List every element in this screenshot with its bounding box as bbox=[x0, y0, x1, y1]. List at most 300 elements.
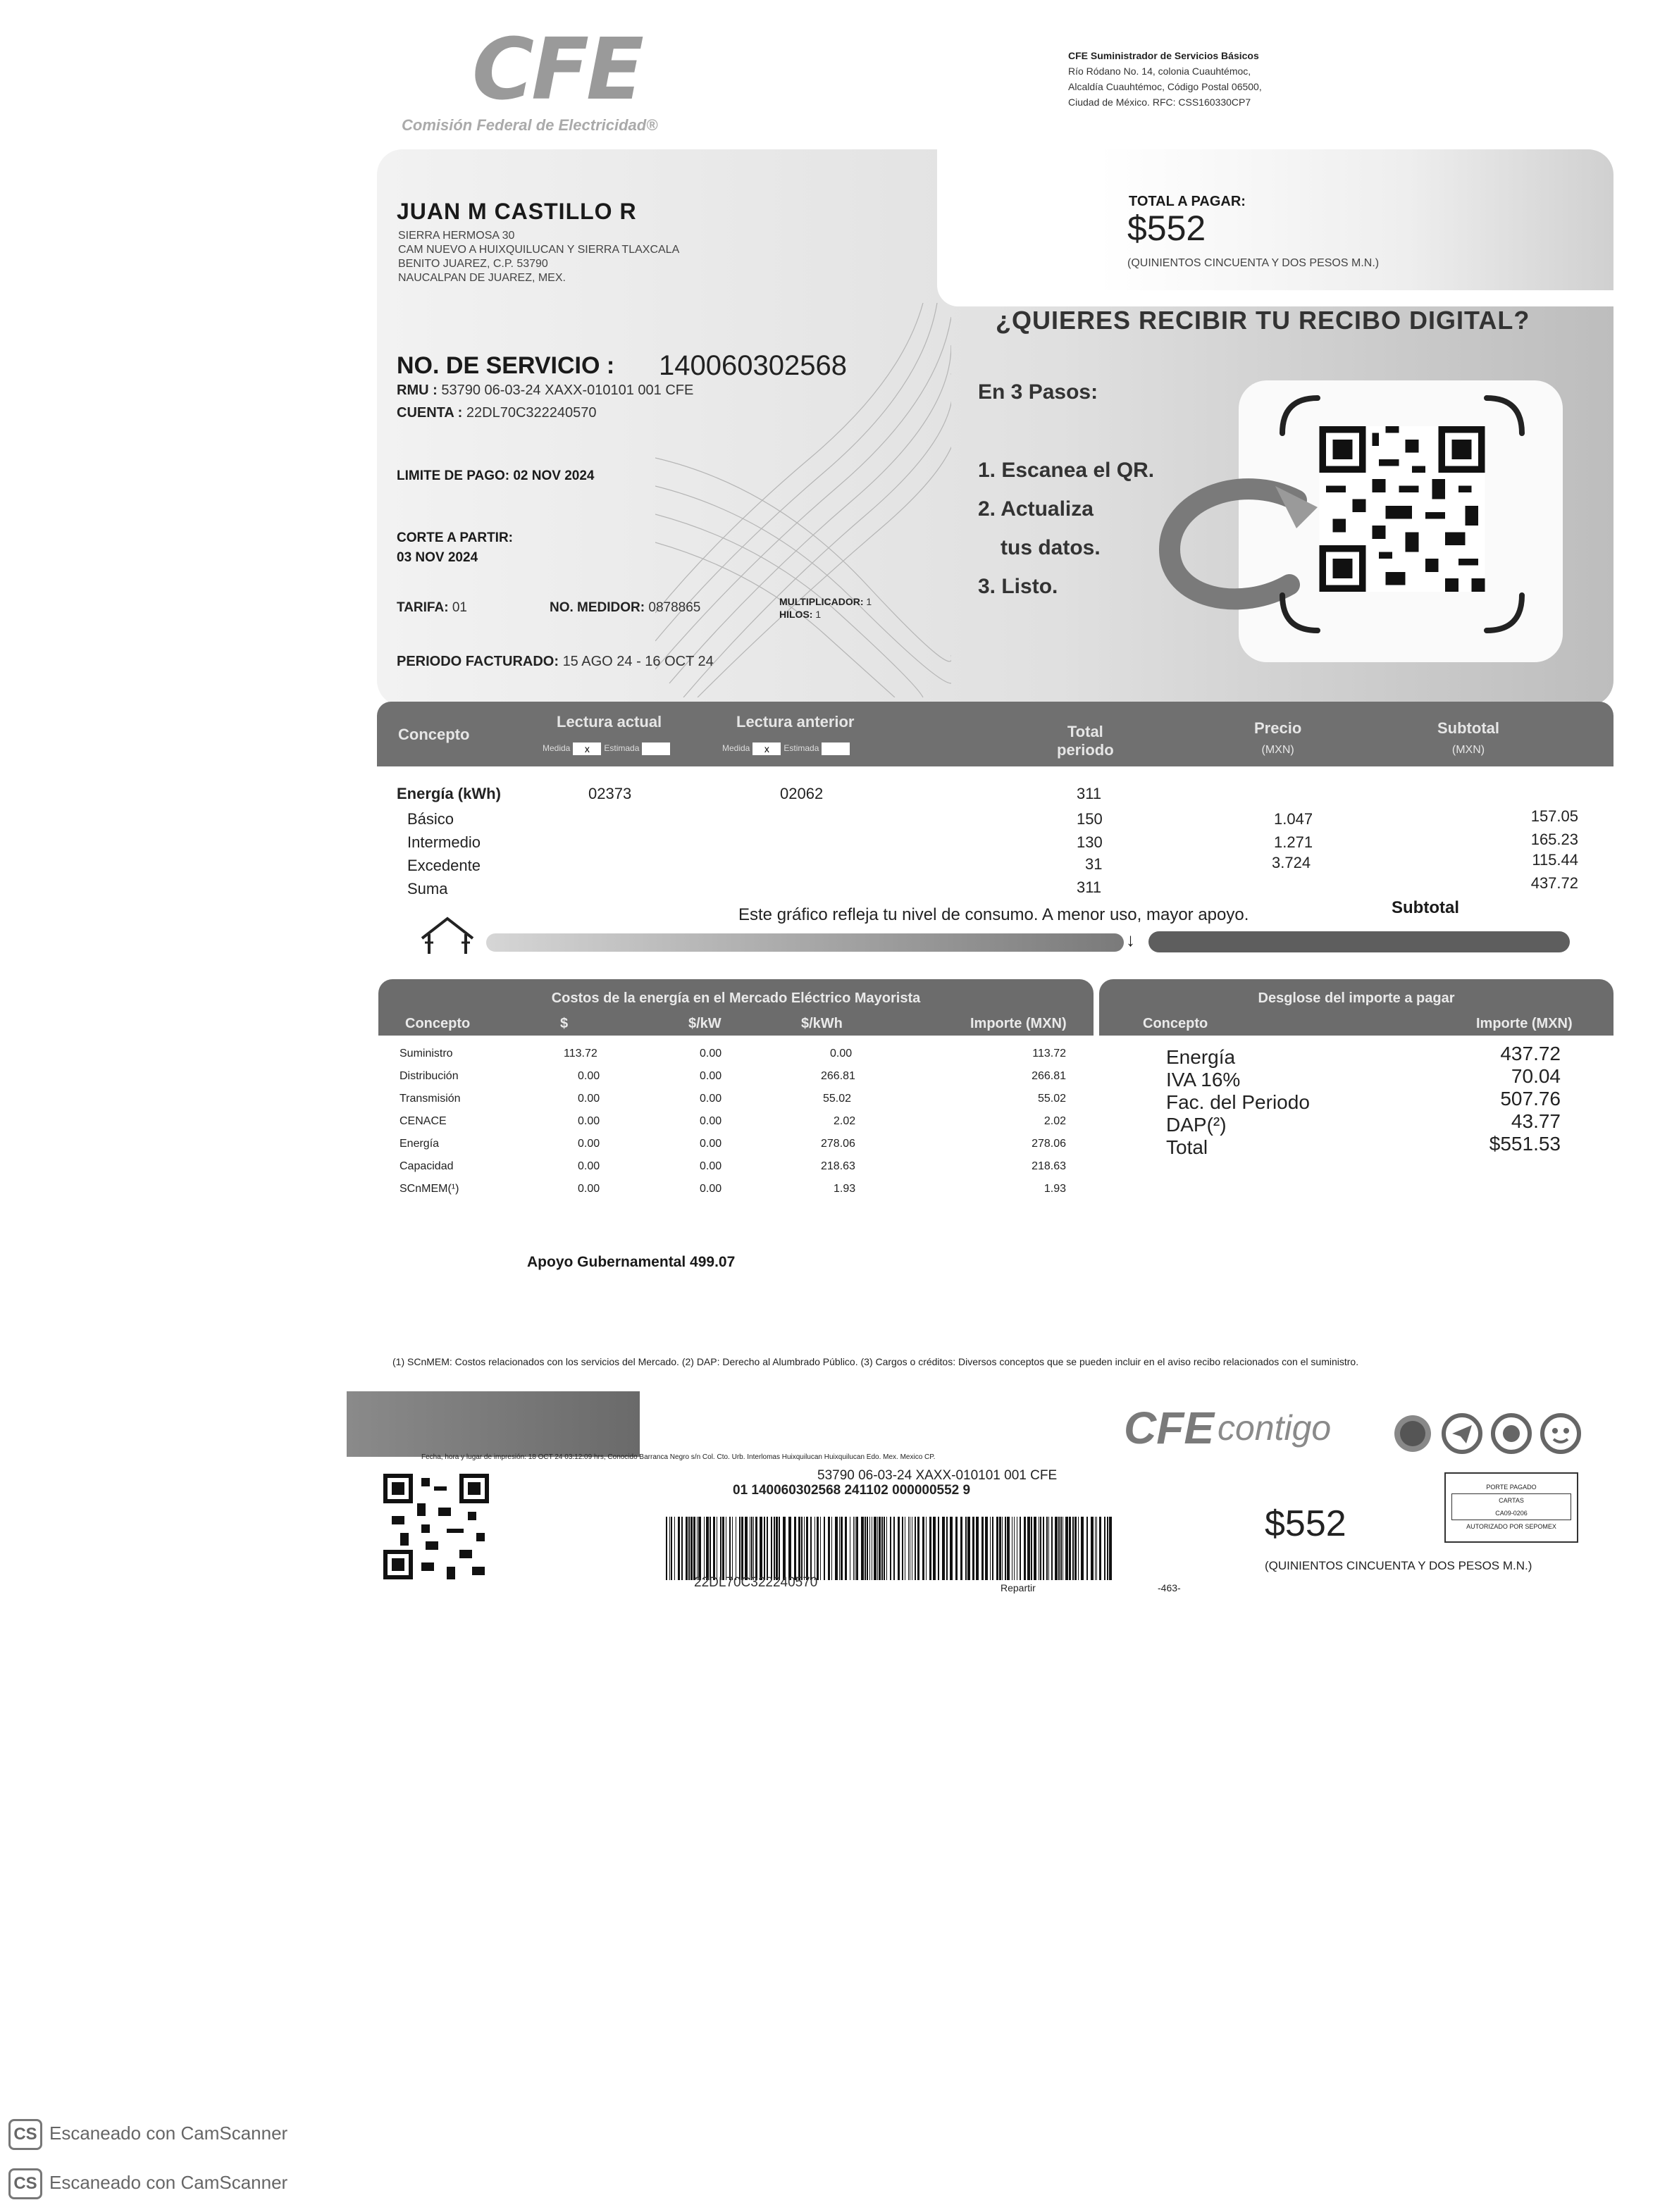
barcode-bar bbox=[1027, 1517, 1030, 1580]
mem-importe: 2.02 bbox=[1043, 1115, 1066, 1127]
step-2-cont: tus datos. bbox=[1001, 536, 1101, 559]
row-total: 311 bbox=[1077, 878, 1102, 896]
barcode-bar bbox=[960, 1517, 962, 1580]
col-lectura-anterior: Lectura anterior bbox=[736, 713, 855, 731]
barcode-bar bbox=[713, 1517, 715, 1580]
customer-address bbox=[398, 229, 679, 285]
row-concepto: Básico bbox=[407, 810, 454, 828]
barcode-bar bbox=[804, 1517, 805, 1580]
steps-list bbox=[978, 451, 1154, 606]
barcode-bar bbox=[678, 1517, 680, 1580]
barcode-bar bbox=[890, 1517, 891, 1580]
barcode-bar bbox=[1065, 1517, 1068, 1580]
barcode-bar bbox=[1058, 1517, 1060, 1580]
barcode-bar bbox=[1024, 1517, 1026, 1580]
barcode-number: 01 140060302568 241102 000000552 9 bbox=[733, 1483, 971, 1498]
medida-label: Medida bbox=[722, 743, 750, 754]
barcode-bar bbox=[767, 1517, 768, 1580]
multiplier-block bbox=[779, 595, 872, 621]
barcode-bar bbox=[681, 1517, 683, 1580]
col-precio-label: Precio bbox=[1254, 719, 1302, 737]
col-concepto: Concepto bbox=[398, 726, 470, 743]
barcode-bar bbox=[1014, 1517, 1015, 1580]
account-line bbox=[397, 405, 597, 421]
barcode-bar bbox=[917, 1517, 919, 1580]
barcode-bar bbox=[972, 1517, 974, 1580]
mem-kwh: 218.63 bbox=[821, 1160, 855, 1172]
row-total: 150 bbox=[1077, 810, 1103, 828]
multiplier-label: MULTIPLICADOR: bbox=[779, 596, 864, 607]
wires-label: HILOS: bbox=[779, 609, 813, 620]
address-line: CAM NUEVO A HUIXQUILUCAN Y SIERRA TLAXCALA bbox=[398, 244, 680, 256]
medida-label: Medida bbox=[543, 743, 571, 754]
mem-concepto: SCnMEM(¹) bbox=[399, 1183, 459, 1195]
camscanner-text: Escaneado con CamScanner bbox=[49, 2122, 288, 2144]
barcode-bar bbox=[710, 1517, 711, 1580]
multiplier-value: 1 bbox=[866, 596, 872, 607]
barcode-bar bbox=[1048, 1517, 1049, 1580]
barcode-bar bbox=[794, 1517, 796, 1580]
mem-importe: 113.72 bbox=[1032, 1048, 1066, 1060]
barcode-bar bbox=[922, 1517, 924, 1580]
barcode-bar bbox=[798, 1517, 800, 1580]
barcode-bar bbox=[1107, 1517, 1108, 1580]
barcode-bar bbox=[814, 1517, 815, 1580]
barcode-bar bbox=[884, 1517, 885, 1580]
barcode-bar bbox=[839, 1517, 840, 1580]
barcode-bar bbox=[755, 1517, 757, 1580]
mem-col-dollar: $ bbox=[560, 1016, 569, 1031]
rmu-label: RMU : bbox=[397, 383, 438, 398]
barcode-bar bbox=[741, 1517, 743, 1580]
address-line: NAUCALPAN DE JUAREZ, MEX. bbox=[398, 272, 566, 284]
barcode-bar bbox=[835, 1517, 838, 1580]
row-subtotal: 165.23 bbox=[1530, 831, 1578, 848]
rmu-line bbox=[397, 383, 693, 399]
consumption-level-bar bbox=[486, 933, 1124, 952]
barcode-bar bbox=[828, 1517, 830, 1580]
barcode-bar bbox=[760, 1517, 762, 1580]
step-2: 2. Actualiza bbox=[978, 497, 1094, 521]
barcode-bar bbox=[1091, 1517, 1094, 1580]
total-words: (QUINIENTOS CINCUENTA Y DOS PESOS M.N.) bbox=[1127, 257, 1380, 269]
barcode-bar bbox=[950, 1517, 953, 1580]
consumption-table-header bbox=[377, 702, 1613, 766]
medida-estimada-current bbox=[543, 742, 673, 755]
barcode-bar bbox=[779, 1517, 780, 1580]
cfe-logo-subtitle: Comisión Federal de Electricidad® bbox=[402, 116, 658, 134]
total-label: TOTAL A PAGAR: bbox=[1129, 194, 1246, 209]
step-1: 1. Escanea el QR. bbox=[978, 459, 1155, 482]
arrow-down-icon: ↓ bbox=[1126, 929, 1135, 950]
barcode-bar bbox=[861, 1517, 864, 1580]
consumption-graph-note: Este gráfico refleja tu nivel de consumo. A menor uso, mayor apoyo. bbox=[738, 905, 1249, 924]
barcode-bar bbox=[877, 1517, 878, 1580]
row-subtotal: 157.05 bbox=[1530, 807, 1578, 825]
col-lectura-actual: Lectura actual bbox=[557, 713, 662, 731]
barcode-bar bbox=[1051, 1517, 1053, 1580]
stub-amount-words: (QUINIENTOS CINCUENTA Y DOS PESOS M.N.) bbox=[1265, 1559, 1532, 1572]
barcode-bar bbox=[771, 1517, 772, 1580]
barcode-bar bbox=[893, 1517, 895, 1580]
mem-concepto: CENACE bbox=[399, 1115, 447, 1127]
medida-estimada-previous bbox=[722, 742, 853, 755]
barcode-bar bbox=[704, 1517, 705, 1580]
col-subtotal-unit: (MXN) bbox=[1451, 744, 1485, 756]
porte-inner bbox=[1451, 1493, 1571, 1520]
barcode-bar bbox=[1046, 1517, 1048, 1580]
barcode-bar bbox=[874, 1517, 877, 1580]
table-row bbox=[399, 1183, 459, 1205]
estimada-label: Estimada bbox=[783, 743, 819, 754]
barcode-bar bbox=[967, 1517, 970, 1580]
table-row bbox=[399, 1048, 453, 1070]
barcode-bar bbox=[831, 1517, 832, 1580]
mem-kw: 0.00 bbox=[700, 1138, 722, 1150]
table-row bbox=[399, 1115, 447, 1138]
barcode-bar bbox=[764, 1517, 765, 1580]
energy-label: Energía (kWh) bbox=[397, 785, 501, 802]
repartir-label: Repartir bbox=[1001, 1582, 1036, 1593]
government-support: Apoyo Gubernamental 499.07 bbox=[527, 1254, 736, 1270]
barcode-bar bbox=[688, 1517, 690, 1580]
mem-kw: 0.00 bbox=[700, 1070, 722, 1082]
barcode-bar bbox=[824, 1517, 825, 1580]
cfe-contigo-logo: CFE bbox=[1124, 1403, 1214, 1453]
stub-rmu: 53790 06-03-24 XAXX-010101 001 CFE bbox=[817, 1468, 1058, 1483]
total-amount: $552 bbox=[1127, 209, 1206, 248]
mem-table-title: Costos de la energía en el Mercado Eléctrico Mayorista bbox=[551, 990, 921, 1006]
barcode-bar bbox=[929, 1517, 931, 1580]
cfe-logo: CFE bbox=[472, 21, 642, 119]
barcode-bar bbox=[817, 1517, 819, 1580]
barcode-bar bbox=[729, 1517, 731, 1580]
postage-paid-box bbox=[1444, 1472, 1578, 1543]
barcode-bar bbox=[810, 1517, 812, 1580]
barcode-bar bbox=[720, 1517, 721, 1580]
barcode-bar bbox=[1086, 1517, 1088, 1580]
issuer-line3: Ciudad de México. RFC: CSS160330CP7 bbox=[1068, 97, 1251, 108]
barcode-bar bbox=[869, 1517, 870, 1580]
camscanner-watermark bbox=[8, 2168, 287, 2199]
mem-kwh: 278.06 bbox=[821, 1138, 855, 1150]
mem-importe: 1.93 bbox=[1043, 1183, 1066, 1195]
house-icon bbox=[419, 914, 476, 957]
mem-importe: 278.06 bbox=[1032, 1138, 1066, 1150]
porte-line4: AUTORIZADO POR SEPOMEX bbox=[1466, 1523, 1556, 1530]
camscanner-icon: CS bbox=[8, 2168, 42, 2199]
col-periodo-label: periodo bbox=[1057, 741, 1114, 759]
barcode-bar bbox=[1002, 1517, 1003, 1580]
mem-dollar: 0.00 bbox=[578, 1115, 600, 1127]
payment-barcode bbox=[666, 1517, 1117, 1580]
barcode-bar bbox=[1099, 1517, 1101, 1580]
mem-kwh: 55.02 bbox=[823, 1093, 852, 1105]
mem-table-header bbox=[378, 979, 1094, 1036]
row-precio: 1.047 bbox=[1274, 810, 1313, 828]
issuer-block bbox=[1068, 48, 1262, 110]
billing-period-value: 15 AGO 24 - 16 OCT 24 bbox=[562, 654, 714, 669]
barcode-bar bbox=[990, 1517, 991, 1580]
row-precio: 3.724 bbox=[1272, 854, 1311, 871]
barcode-bar bbox=[693, 1517, 695, 1580]
checkbox-medida: x bbox=[752, 742, 781, 755]
breakdown-importe: 70.04 bbox=[1511, 1065, 1561, 1087]
breakdown-importe: 437.72 bbox=[1500, 1043, 1561, 1064]
barcode-bar bbox=[706, 1517, 709, 1580]
issuer-line2: Alcaldía Cuauhtémoc, Código Postal 06500, bbox=[1068, 81, 1262, 92]
telegram-icon[interactable] bbox=[1444, 1415, 1480, 1452]
barcode-bar bbox=[1034, 1517, 1036, 1580]
row-concepto: Intermedio bbox=[407, 833, 481, 851]
barcode-bar bbox=[751, 1517, 752, 1580]
total-kwh: 311 bbox=[1077, 785, 1102, 802]
col-precio-unit: (MXN) bbox=[1261, 744, 1294, 756]
barcode-bar bbox=[1081, 1517, 1084, 1580]
previous-reading: 02062 bbox=[780, 785, 824, 802]
barcode-bar bbox=[865, 1517, 866, 1580]
table-row bbox=[399, 1138, 439, 1160]
mem-dollar: 0.00 bbox=[578, 1138, 600, 1150]
account-value: 22DL70C322240570 bbox=[466, 405, 597, 421]
stub-gray-block bbox=[347, 1391, 640, 1457]
row-subtotal: 437.72 bbox=[1530, 874, 1578, 892]
mem-kw: 0.00 bbox=[700, 1093, 722, 1105]
checkbox-estimada bbox=[822, 742, 850, 755]
barcode-bar bbox=[1031, 1517, 1032, 1580]
table-row bbox=[399, 1093, 461, 1115]
camscanner-watermark bbox=[8, 2119, 287, 2150]
wires-value: 1 bbox=[815, 609, 822, 620]
breakdown-concepto: Fac. del Periodo bbox=[1166, 1091, 1310, 1113]
service-number: 140060302568 bbox=[659, 350, 847, 381]
table-row bbox=[399, 1160, 454, 1183]
barcode-bar bbox=[1043, 1517, 1044, 1580]
barcode-bar bbox=[981, 1517, 984, 1580]
route-code: -463- bbox=[1158, 1582, 1181, 1593]
stub-amount: $552 bbox=[1265, 1503, 1346, 1544]
barcode-bar bbox=[1109, 1517, 1112, 1580]
tariff bbox=[397, 600, 467, 616]
cutoff-block bbox=[397, 528, 513, 568]
mem-kw: 0.00 bbox=[700, 1115, 722, 1127]
col-subtotal bbox=[1437, 719, 1499, 760]
mem-dollar: 113.72 bbox=[564, 1048, 597, 1060]
camscanner-icon: CS bbox=[8, 2119, 42, 2150]
barcode-bar bbox=[938, 1517, 939, 1580]
chat-icon[interactable] bbox=[1542, 1415, 1579, 1452]
mem-kwh: 0.00 bbox=[830, 1048, 853, 1060]
barcode-bar bbox=[1060, 1517, 1062, 1580]
barcode-bar bbox=[1074, 1517, 1077, 1580]
barcode-bar bbox=[908, 1517, 909, 1580]
barcode-bar bbox=[856, 1517, 858, 1580]
row-total: 31 bbox=[1085, 855, 1103, 873]
row-total: 130 bbox=[1077, 833, 1103, 851]
barcode-bar bbox=[926, 1517, 927, 1580]
barcode-bar bbox=[976, 1517, 979, 1580]
barcode-bar bbox=[783, 1517, 786, 1580]
app-071-icon[interactable] bbox=[1394, 1415, 1431, 1452]
breakdown-importe: 43.77 bbox=[1511, 1110, 1561, 1132]
breakdown-title: Desglose del importe a pagar bbox=[1258, 990, 1455, 1006]
barcode-bar bbox=[722, 1517, 724, 1580]
row-precio: 1.271 bbox=[1274, 833, 1313, 851]
tariff-value: 01 bbox=[452, 600, 467, 615]
barcode-bar bbox=[774, 1517, 775, 1580]
mem-col-kwh: $/kWh bbox=[801, 1016, 843, 1031]
mem-kwh: 266.81 bbox=[821, 1070, 855, 1082]
breakdown-importe: 507.76 bbox=[1500, 1088, 1561, 1110]
mem-concepto: Energía bbox=[399, 1138, 440, 1150]
barcode-bar bbox=[992, 1517, 993, 1580]
consumption-level-bar-high bbox=[1148, 931, 1570, 952]
barcode-bar bbox=[1078, 1517, 1079, 1580]
mem-dollar: 0.00 bbox=[578, 1160, 600, 1172]
meter-label: NO. MEDIDOR: bbox=[550, 600, 645, 615]
barcode-bar bbox=[841, 1517, 843, 1580]
barcode-bar bbox=[776, 1517, 778, 1580]
estimada-label: Estimada bbox=[604, 743, 640, 754]
barcode-bar bbox=[698, 1517, 701, 1580]
address-line: SIERRA HERMOSA 30 bbox=[398, 230, 515, 242]
barcode-bar bbox=[1007, 1517, 1010, 1580]
checkbox-estimada bbox=[642, 742, 670, 755]
barcode-bar bbox=[1072, 1517, 1074, 1580]
checkbox-medida: x bbox=[573, 742, 601, 755]
stub-qr-code-icon[interactable] bbox=[383, 1474, 490, 1579]
barcode-bar bbox=[806, 1517, 808, 1580]
meter-value: 0878865 bbox=[648, 600, 701, 615]
current-reading: 02373 bbox=[588, 785, 632, 802]
mem-col-concepto: Concepto bbox=[405, 1016, 471, 1031]
barcode-bar bbox=[732, 1517, 733, 1580]
mem-kw: 0.00 bbox=[700, 1183, 722, 1195]
porte-line3: CA09-0206 bbox=[1495, 1510, 1528, 1517]
barcode-bar bbox=[879, 1517, 881, 1580]
barcode-bar bbox=[955, 1517, 958, 1580]
billing-period bbox=[397, 654, 714, 670]
mem-importe: 266.81 bbox=[1032, 1070, 1066, 1082]
whatsapp-icon[interactable] bbox=[1493, 1415, 1530, 1452]
barcode-bar bbox=[985, 1517, 988, 1580]
barcode-bar bbox=[788, 1517, 791, 1580]
subtotal-label: Subtotal bbox=[1392, 898, 1459, 917]
col-precio bbox=[1254, 719, 1301, 760]
issuer-name: CFE Suministrador de Servicios Básicos bbox=[1068, 50, 1259, 61]
row-subtotal: 115.44 bbox=[1532, 851, 1578, 869]
breakdown-concepto: Total bbox=[1166, 1136, 1208, 1158]
barcode-bar bbox=[881, 1517, 883, 1580]
issuer-line1: Río Ródano No. 14, colonia Cuauhtémoc, bbox=[1068, 66, 1251, 77]
barcode-bar bbox=[666, 1517, 667, 1580]
barcode-bar bbox=[753, 1517, 754, 1580]
barcode-bar bbox=[1055, 1517, 1058, 1580]
step-3: 3. Listo. bbox=[978, 575, 1058, 598]
barcode-bar bbox=[946, 1517, 948, 1580]
barcode-bar bbox=[898, 1517, 900, 1580]
mem-kwh: 1.93 bbox=[834, 1183, 856, 1195]
barcode-label: 22DL70C322240570 bbox=[694, 1575, 818, 1590]
barcode-bar bbox=[1096, 1517, 1097, 1580]
row-concepto: Excedente bbox=[407, 857, 481, 874]
barcode-bar bbox=[669, 1517, 670, 1580]
breakdown-concepto: IVA 16% bbox=[1166, 1069, 1241, 1091]
table-row bbox=[399, 1070, 459, 1093]
barcode-bar bbox=[674, 1517, 675, 1580]
mem-importe: 55.02 bbox=[1037, 1093, 1066, 1105]
porte-line1: PORTE PAGADO bbox=[1486, 1484, 1537, 1491]
barcode-bar bbox=[1104, 1517, 1105, 1580]
service-number-label: NO. DE SERVICIO : bbox=[397, 352, 615, 379]
mem-kw: 0.00 bbox=[700, 1048, 722, 1060]
barcode-bar bbox=[965, 1517, 967, 1580]
steps-title: En 3 Pasos: bbox=[978, 380, 1098, 404]
mem-concepto: Transmisión bbox=[399, 1093, 461, 1105]
print-info: Fecha, hora y lugar de impresión: 18 OCT 24 03:12:09 hrs, Conocido Barranca Negro s/n Col. Cto. Urb. Interlomas Huixquilucan Huixquilucan Edo. Mex. Mexico CP. bbox=[421, 1453, 936, 1461]
barcode-bar bbox=[1095, 1517, 1096, 1580]
barcode-bar bbox=[1069, 1517, 1071, 1580]
barcode-bar bbox=[801, 1517, 803, 1580]
mem-importe: 218.63 bbox=[1032, 1160, 1066, 1172]
cutoff-label: CORTE A PARTIR: bbox=[397, 530, 514, 545]
barcode-bar bbox=[886, 1517, 887, 1580]
breakdown-concepto: DAP(²) bbox=[1166, 1114, 1227, 1136]
meter bbox=[550, 600, 700, 616]
barcode-bar bbox=[1005, 1517, 1006, 1580]
mem-concepto: Suministro bbox=[399, 1048, 453, 1060]
porte-line2: CARTAS bbox=[1499, 1497, 1524, 1504]
breakdown-concepto: Energía bbox=[1166, 1046, 1236, 1068]
mem-col-kw: $/kW bbox=[688, 1016, 721, 1031]
breakdown-col-concepto: Concepto bbox=[1143, 1016, 1208, 1031]
mem-concepto: Distribución bbox=[399, 1070, 459, 1082]
mem-dollar: 0.00 bbox=[578, 1183, 600, 1195]
contigo-wordmark: contigo bbox=[1218, 1408, 1332, 1448]
barcode-bar bbox=[820, 1517, 821, 1580]
barcode-bar bbox=[902, 1517, 903, 1580]
col-total-label: Total bbox=[1067, 723, 1103, 740]
mem-concepto: Capacidad bbox=[399, 1160, 454, 1172]
barcode-bar bbox=[745, 1517, 748, 1580]
social-icons bbox=[1392, 1412, 1596, 1455]
mem-dollar: 0.00 bbox=[578, 1093, 600, 1105]
barcode-bar bbox=[996, 1517, 998, 1580]
barcode-bar bbox=[942, 1517, 945, 1580]
account-label: CUENTA : bbox=[397, 405, 463, 421]
cutoff-date: 03 NOV 2024 bbox=[397, 550, 478, 565]
customer-name: JUAN M CASTILLO R bbox=[397, 199, 637, 224]
barcode-bar bbox=[845, 1517, 847, 1580]
barcode-bar bbox=[867, 1517, 868, 1580]
barcode-bar bbox=[739, 1517, 741, 1580]
barcode-bar bbox=[933, 1517, 936, 1580]
qr-code-icon[interactable] bbox=[1318, 426, 1487, 592]
barcode-bar bbox=[686, 1517, 688, 1580]
breakdown-col-importe: Importe (MXN) bbox=[1476, 1016, 1573, 1031]
camscanner-text: Escaneado con CamScanner bbox=[49, 2171, 288, 2193]
barcode-bar bbox=[690, 1517, 693, 1580]
mem-kwh: 2.02 bbox=[834, 1115, 856, 1127]
rmu-value: 53790 06-03-24 XAXX-010101 001 CFE bbox=[441, 383, 694, 398]
mem-col-importe: Importe (MXN) bbox=[970, 1016, 1067, 1031]
footnote: (1) SCnMEM: Costos relacionados con los servicios del Mercado. (2) DAP: Derecho al Alumbrado Público. (3) Cargos o créditos: Diversos conceptos que se pueden incluir en el aviso recibo relacionados con el suministro. bbox=[392, 1356, 1359, 1367]
col-subtotal-label: Subtotal bbox=[1437, 719, 1499, 737]
mem-dollar: 0.00 bbox=[578, 1070, 600, 1082]
row-concepto: Suma bbox=[407, 880, 448, 897]
barcode-bar bbox=[853, 1517, 854, 1580]
billing-period-label: PERIODO FACTURADO: bbox=[397, 654, 559, 669]
